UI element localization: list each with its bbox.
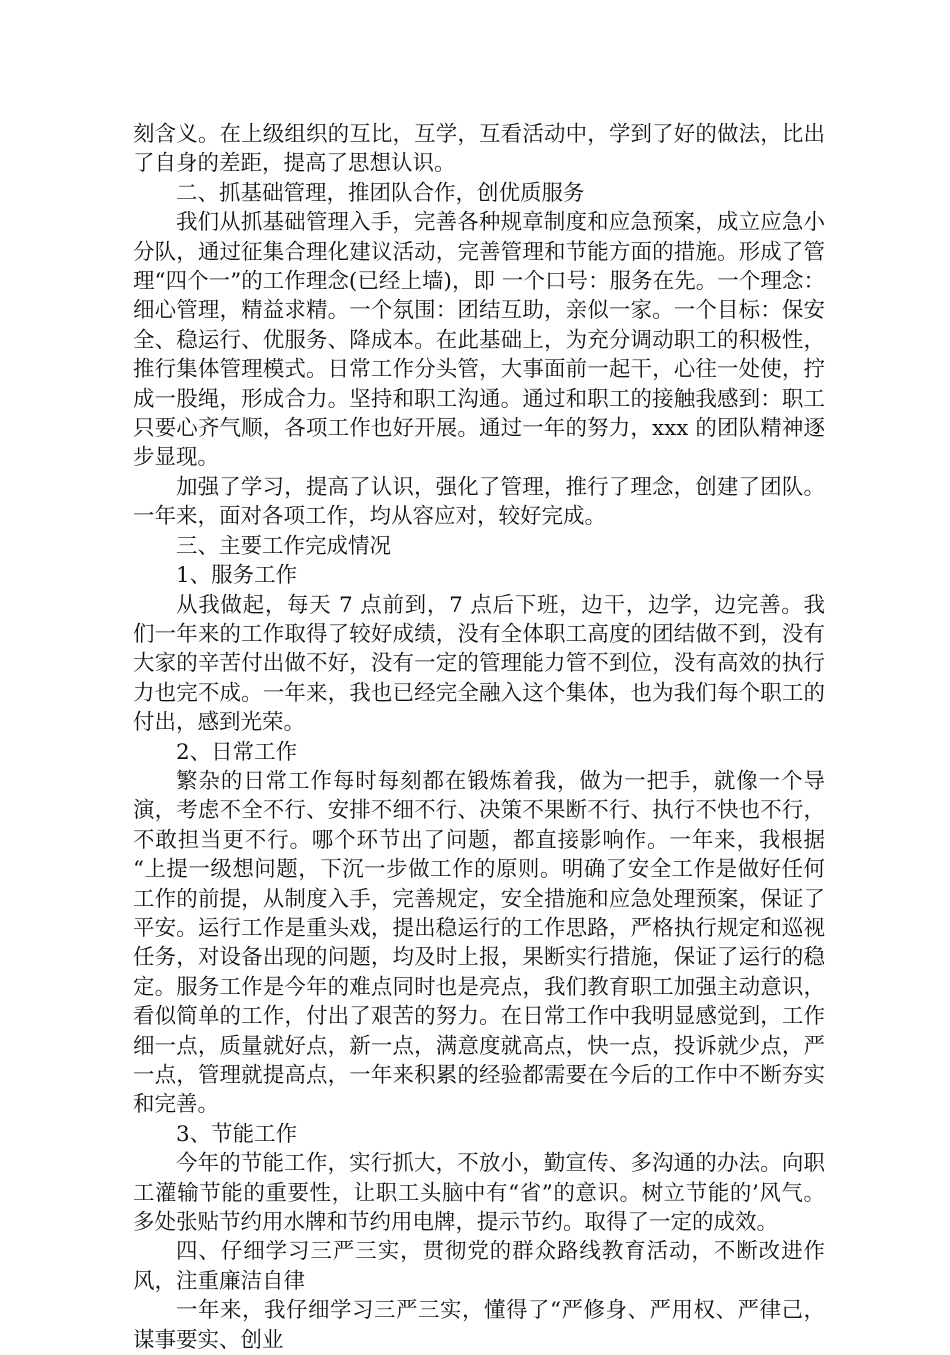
subheading-energy-saving: 3、节能工作 [176, 1121, 298, 1147]
section-heading-2: 二、抓基础管理，推团队合作，创优质服务 [176, 180, 585, 206]
subheading-service-work: 1、服务工作 [176, 563, 298, 589]
subheading-daily-work: 2、日常工作 [176, 739, 298, 765]
paragraph-continuation: 刻含义。在上级组织的互比，互学，互看活动中，学到了好的做法，比出了自身的差距，提高了思想认识。 [133, 122, 825, 177]
section-heading-4: 四、仔细学习三严三实，贯彻党的群众路线教育活动，不断改进作风，注重廉洁自律 [133, 1239, 825, 1294]
paragraph-daily-work: 繁杂的日常工作每时每刻都在锻炼着我，做为一把手，就像一个导演，考虑不全不行、安排不细不行、决策不果断不行、执行不快也不行，不敢担当更不行。哪个环节出了问题，都直接影响作。一年来，我根据 “上提一级想问题，下沉一步做工作的原则。明确了安全工作是做好任何工作的前提，从制度入手，完善规定，安全措施和应急处理预案，保证了平安。运行工作是重头戏，提出稳运行的工作思路，严格执行规定和巡视任务，对设备出现的问题，均及时上报，果断实行措施，保证了运行的稳定。服务工作是今年的难点同时也是亮点，我们教育职工加强主动意识，看似简单的工作，付出了艰苦的努力。在日常工作中我明显感觉到，工作细一点，质量就好点，新一点，满意度就高点，快一点，投诉就少点，严一点，管理就提高点，一年来积累的经验都需要在今后的工作中不断夯实和完善。 [133, 768, 825, 1118]
document-page [133, 120, 825, 1355]
section-heading-3: 三、主要工作完成情况 [176, 533, 392, 559]
paragraph-service-work: 从我做起，每天 7 点前到，7 点后下班，边干，边学，边完善。我们一年来的工作取得了较好成绩，没有全体职工高度的团结做不到，没有大家的辛苦付出做不好，没有一定的管理能力管不到位，没有高效的执行力也完不成。一年来，我也已经完全融入这个集体，也为我们每个职工的付出，感到光荣。 [133, 592, 825, 736]
paragraph-learning: 加强了学习，提高了认识，强化了管理，推行了理念，创建了团队。一年来，面对各项工作，均从容应对，较好完成。 [133, 474, 825, 530]
paragraph-energy-saving: 今年的节能工作，实行抓大，不放小，勤宣传、多沟通的办法。向职工灌输节能的重要性，让职工头脑中有“省”的意识。树立节能的’风气。多处张贴节约用水牌和节约用电牌，提示节约。取得了一定的成效。 [133, 1151, 825, 1236]
paragraph-basic-management: 我们从抓基础管理入手，完善各种规章制度和应急预案，成立应急小分队，通过征集合理化建议活动，完善管理和节能方面的措施。形成了管理“四个一”的工作理念(已经上墙)，即 一个口号：服务在先。一个理念：细心管理，精益求精。一个氛围：团结互助，亲似一家。一个目标：保安全、稳运行、优服务、降成本。在此基础上，为充分调动职工的积极性，推行集体管理模式。日常工作分头管，大事面前一起干，心往一处使，拧成一股绳，形成合力。坚持和职工沟通。通过和职工的接触我感到：职工只要心齐气顺，各项工作也好开展。通过一年的努力，xxx 的团队精神逐步显现。 [133, 210, 825, 471]
paragraph-three-stricts: 一年来，我仔细学习三严三实，懂得了“严修身、严用权、严律己，谋事要实、创业 [133, 1298, 825, 1353]
